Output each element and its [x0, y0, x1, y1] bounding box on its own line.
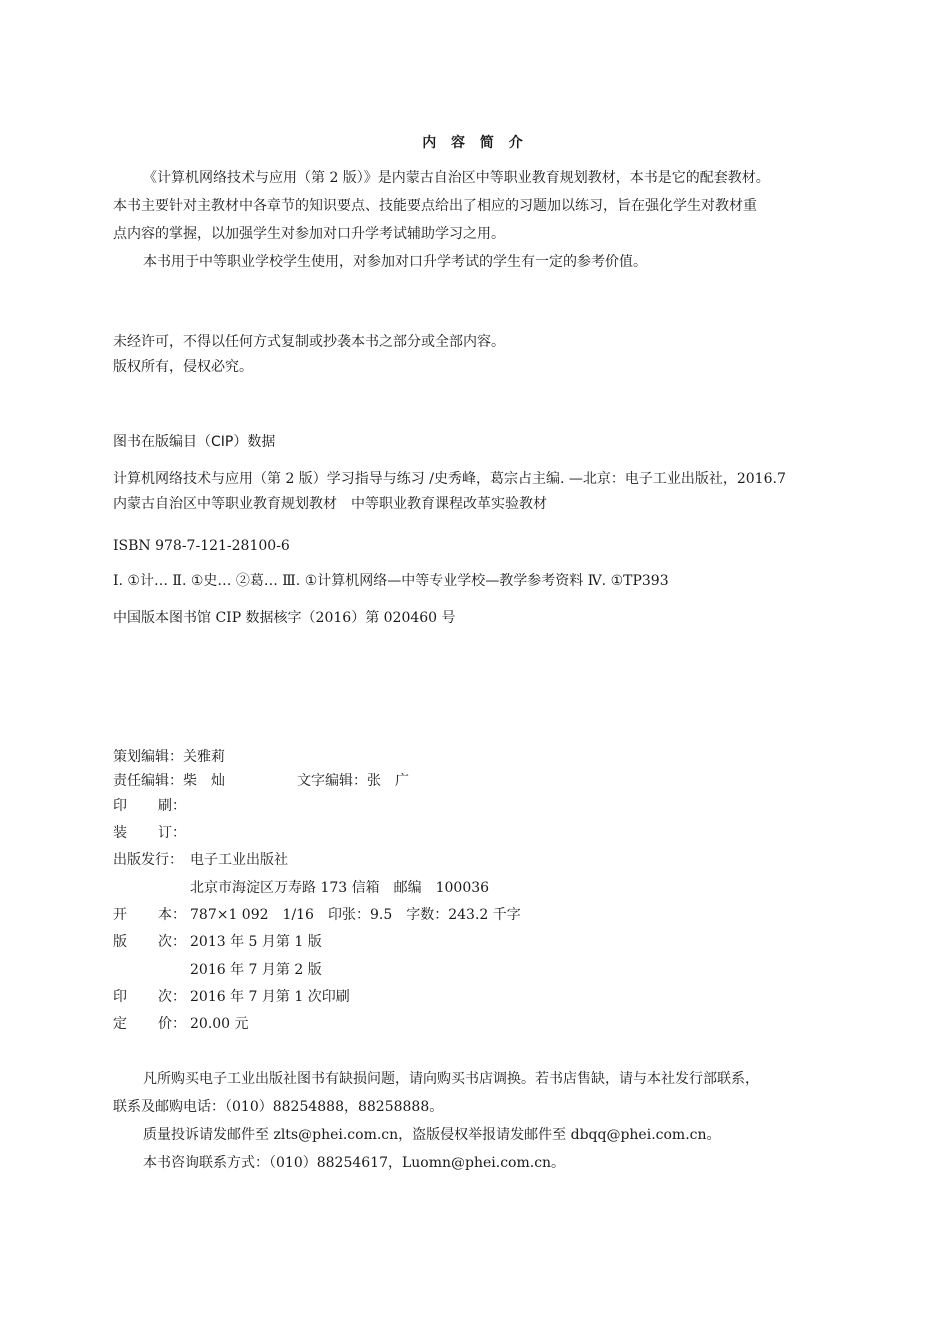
publisher-row — [113, 851, 288, 869]
binding-label-1: 装 — [113, 825, 127, 841]
text-editor: 张 广 — [367, 773, 409, 789]
edition-1: 2013 年 5 月第 1 版 — [190, 934, 322, 950]
responsible-editor-row — [113, 772, 409, 790]
notice-line-4: 本书咨询联系方式：（010）88254617，Luomn@phei.com.cn。 — [143, 1155, 566, 1171]
price-label-1: 定 — [113, 1016, 127, 1032]
publisher: 电子工业出版社 — [190, 852, 288, 868]
responsible-editor: 柴 灿 — [183, 773, 225, 789]
text-editor-label: 文字编辑： — [297, 773, 367, 789]
edition-label-1: 版 — [113, 934, 127, 950]
print-row — [113, 797, 190, 815]
copyright-notice: 未经许可，不得以任何方式复制或抄袭本书之部分或全部内容。 — [113, 334, 505, 350]
cip-line-1: 计算机网络技术与应用（第 2 版）学习指导与练习 /史秀峰，葛宗占主编. —北京：电子工业出版社，2016.7 — [113, 471, 786, 487]
summary-paragraph-1-line-1: 《计算机网络技术与应用（第 2 版）》是内蒙古自治区中等职业教育规划教材，本书是它的配套教材。 — [143, 170, 770, 186]
planning-editor: 策划编辑：关雅莉 — [113, 749, 225, 765]
format-label-1: 开 — [113, 907, 127, 923]
notice-line-3: 质量投诉请发邮件至 zlts@phei.com.cn，盗版侵权举报请发邮件至 dbqq@phei.com.cn。 — [143, 1127, 721, 1143]
printing-label-1: 印 — [113, 989, 127, 1005]
cip-isbn: ISBN 978-7-121-28100-6 — [113, 538, 290, 554]
binding-row — [113, 824, 190, 842]
printing-row — [113, 988, 350, 1006]
cip-line-2: 内蒙古自治区中等职业教育规划教材 中等职业教育课程改革实验教材 — [113, 496, 547, 512]
cip-record: 中国版本图书馆 CIP 数据核字（2016）第 020460 号 — [113, 610, 456, 626]
responsible-editor-label: 责任编辑： — [113, 773, 183, 789]
edition-label-2: 次： — [158, 934, 186, 950]
publisher-label: 出版发行： — [113, 852, 183, 868]
summary-paragraph-2: 本书用于中等职业学校学生使用，对参加对口升学考试的学生有一定的参考价值。 — [143, 254, 647, 270]
printing-value: 2016 年 7 月第 1 次印刷 — [190, 989, 350, 1005]
format-label-2: 本： — [158, 907, 186, 923]
edition-2: 2016 年 7 月第 2 版 — [190, 962, 322, 978]
price-label-2: 价： — [158, 1016, 186, 1032]
cip-classification: Ⅰ. ①计… Ⅱ. ①史… ②葛… Ⅲ. ①计算机网络—中等专业学校—教学参考资料 Ⅳ. ①TP393 — [113, 573, 669, 589]
notice-line-1: 凡所购买电子工业出版社图书有缺损问题，请向购买书店调换。若书店售缺，请与本社发行部联系， — [143, 1071, 759, 1087]
print-label-2: 刷： — [158, 798, 186, 814]
edition-row — [113, 933, 322, 951]
publisher-address: 北京市海淀区万寿路 173 信箱 邮编 100036 — [190, 880, 490, 896]
price-value: 20.00 元 — [190, 1016, 249, 1032]
printing-label-2: 次： — [158, 989, 186, 1005]
format-value: 787×1 092 1/16 印张：9.5 字数：243.2 千字 — [190, 907, 521, 923]
cip-heading: 图书在版编目（CIP）数据 — [113, 434, 276, 450]
print-label-1: 印 — [113, 798, 127, 814]
copyright-rights: 版权所有，侵权必究。 — [113, 359, 253, 375]
format-row — [113, 906, 521, 924]
summary-paragraph-1-line-3: 点内容的掌握，以加强学生对参加对口升学考试辅助学习之用。 — [113, 226, 505, 242]
summary-title: 内 容 简 介 — [422, 135, 528, 151]
notice-line-2: 联系及邮购电话：（010）88254888，88258888。 — [113, 1099, 444, 1115]
summary-paragraph-1-line-2: 本书主要针对主教材中各章节的知识要点、技能要点给出了相应的习题加以练习，旨在强化学生对教材重 — [113, 198, 757, 214]
price-row — [113, 1015, 249, 1033]
binding-label-2: 订： — [158, 825, 186, 841]
